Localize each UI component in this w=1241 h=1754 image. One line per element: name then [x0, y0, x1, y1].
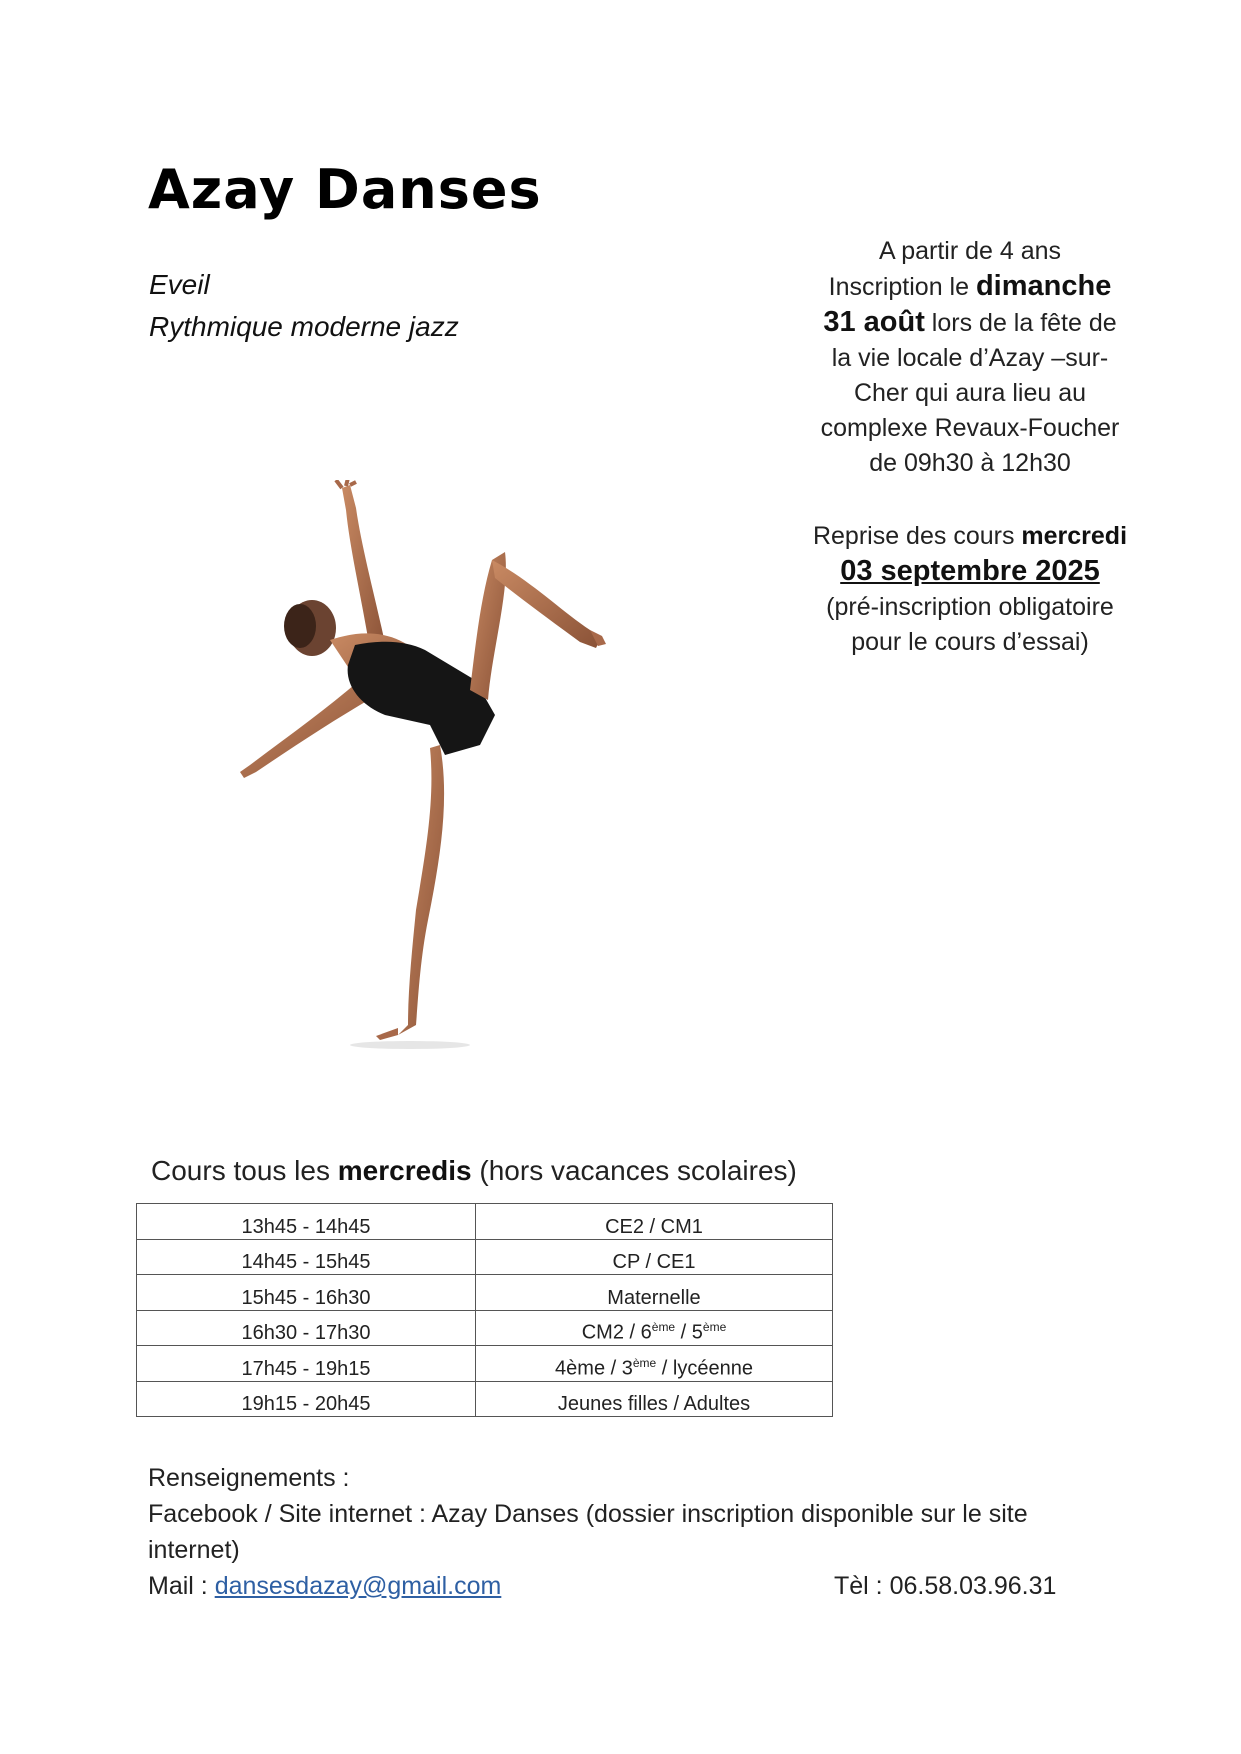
group-part: 4ème / 3: [555, 1357, 633, 1380]
subtitle-eveil: Eveil: [149, 269, 210, 300]
group-part: CM2 / 6: [581, 1322, 652, 1344]
phone-number: Tèl : 06.58.03.96.31: [834, 1572, 1057, 1600]
table-row: [137, 1310, 833, 1346]
facebook-line-2: internet): [148, 1536, 240, 1564]
group-sup: ème: [702, 1320, 727, 1335]
group-cell: Maternelle: [476, 1275, 833, 1311]
subtitle-rythmique: Rythmique moderne jazz: [149, 311, 459, 342]
time-cell: 15h45 - 16h30: [137, 1275, 476, 1311]
dancer-photo: [230, 480, 700, 1080]
time-cell: 19h15 - 20h45: [137, 1381, 476, 1417]
schedule-title-day: mercredis: [337, 1155, 472, 1186]
info-line-3: la vie locale d’Azay –sur-: [831, 344, 1109, 372]
schedule-title-prefix: Cours tous les: [151, 1155, 338, 1186]
mail-link[interactable]: dansesdazay@gmail.com: [214, 1572, 502, 1600]
inscription-date-line: [800, 305, 1140, 341]
group-cell: CE2 / CM1: [476, 1204, 833, 1240]
info-block: [800, 234, 1140, 660]
group-sup: ème: [651, 1320, 676, 1335]
time-cell: 13h45 - 14h45: [137, 1204, 476, 1240]
group-sup: ème: [632, 1355, 657, 1370]
group-cell: [476, 1310, 833, 1346]
group-cell: CP / CE1: [476, 1239, 833, 1275]
table-row: [137, 1346, 833, 1382]
reprise-date: 03 septembre 2025: [840, 555, 1100, 587]
inscription-line: [800, 269, 1140, 305]
contact-footer: [148, 1460, 1088, 1604]
group-part: / 5: [675, 1322, 703, 1344]
reprise-day: mercredi: [1021, 522, 1128, 550]
table-row: [137, 1381, 833, 1417]
preinscription-line-1: (pré-inscription obligatoire: [826, 593, 1114, 621]
group-cell: Jeunes filles / Adultes: [476, 1381, 833, 1417]
inscription-date: 31 août: [823, 306, 925, 338]
renseignements-label: Renseignements :: [148, 1464, 350, 1492]
reprise-date-line: [800, 554, 1140, 590]
reprise-prefix: Reprise des cours: [812, 522, 1022, 550]
inscription-prefix: Inscription le: [828, 273, 976, 301]
group-part: / lycéenne: [656, 1357, 753, 1380]
facebook-line: Facebook / Site internet : Azay Danses (dossier inscription disponible sur le site: [148, 1500, 1028, 1528]
time-cell: 17h45 - 19h15: [137, 1346, 476, 1382]
reprise-line: [800, 519, 1140, 554]
age-line: A partir de 4 ans: [878, 237, 1062, 265]
time-cell: 16h30 - 17h30: [137, 1310, 476, 1346]
schedule-title: [151, 1155, 797, 1187]
info-line-6: de 09h30 à 12h30: [869, 449, 1071, 477]
table-row: [137, 1239, 833, 1275]
mail-label: Mail :: [148, 1572, 215, 1600]
page-title: Azay Danses: [148, 158, 542, 221]
table-row: [137, 1204, 833, 1240]
inscription-day: dimanche: [975, 270, 1112, 302]
table-row: [137, 1275, 833, 1311]
course-types: [149, 264, 459, 348]
schedule-table: [136, 1203, 833, 1417]
info-line-5: complexe Revaux-Foucher: [820, 414, 1120, 442]
time-cell: 14h45 - 15h45: [137, 1239, 476, 1275]
group-cell: [476, 1346, 833, 1382]
preinscription-line-2: pour le cours d’essai): [851, 628, 1089, 656]
info-line-4: Cher qui aura lieu au: [853, 379, 1087, 407]
mail-line: [148, 1568, 1088, 1604]
inscription-suffix: lors de la fête de: [924, 309, 1117, 337]
schedule-title-suffix: (hors vacances scolaires): [471, 1155, 797, 1186]
